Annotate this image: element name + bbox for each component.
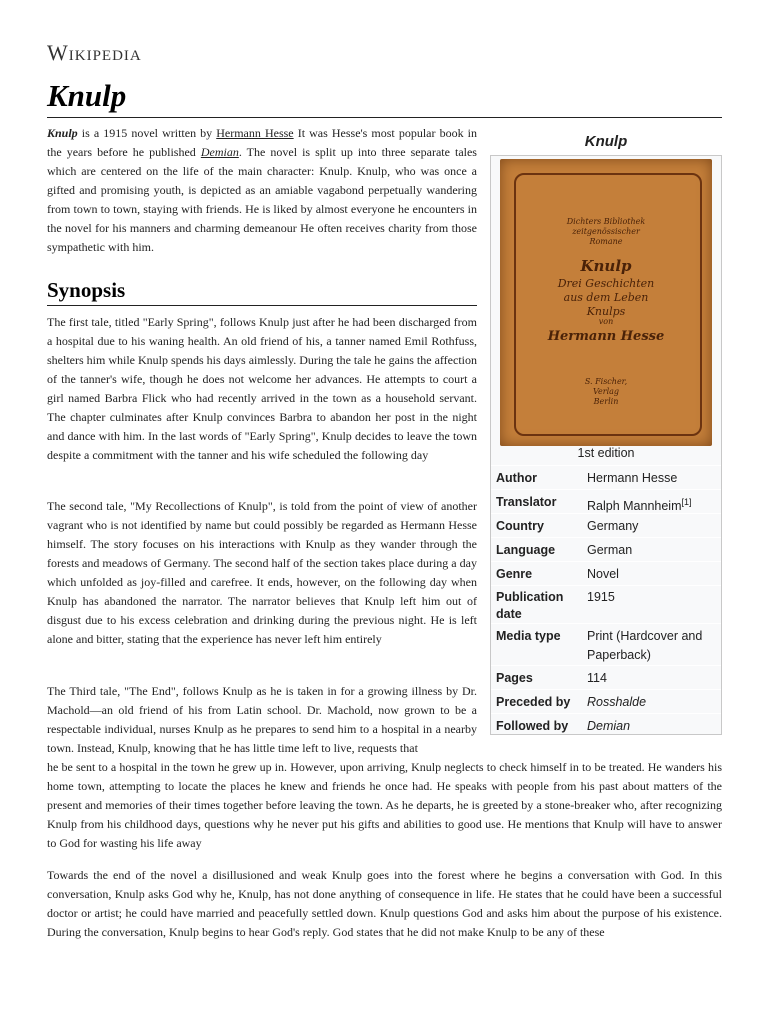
row-label: Author (496, 471, 537, 485)
cover-series: Dichters Bibliothek zeitgenössischer Romane (566, 217, 646, 246)
preceded-by-link[interactable]: Rosshalde (587, 695, 647, 709)
row-label: Pages (496, 671, 533, 685)
synopsis-heading: Synopsis (47, 278, 126, 302)
row-label: Media type (496, 629, 561, 643)
row-value: German (587, 543, 633, 557)
intro-paragraph (47, 124, 477, 257)
intro-text-2: It was Hesse's most popular book in the years before he published (47, 126, 477, 159)
infobox-row-genre (491, 561, 721, 586)
demian-link[interactable]: Demian (200, 145, 239, 159)
row-label: Preceded by (496, 695, 571, 709)
infobox-row-language (491, 537, 721, 562)
intro-text-3: . The novel is split up into three separate tales which are centered on the life of the main character: Knulp. Knulp, who was once a gifted and promising youth, is depicted as an amiable vagabond perpetually wandering from town to town, staying with friends. He is liked by almost everyone he encounters in the novel for his manners and charming demeanour He often receives charity from those sympathetic with him. (47, 145, 477, 254)
page-title: Knulp (47, 78, 127, 113)
cover-subtitle: Drei Geschichten aus dem Leben Knulps (557, 277, 655, 318)
infobox-row-preceded-by (491, 689, 721, 714)
cover-title: Knulp (580, 257, 632, 275)
infobox-row-translator (491, 489, 721, 514)
synopsis-paragraph-2: The second tale, "My Recollections of Knulp", is told from the point of view of another vagrant who is not identified by name but could possibly be regarded as Hermann Hesse himself. The story focuses on his interactions with Knulp as they wander through the forests and meadows of Germany. The second half of the section takes place during a day which unfolded as joy-filled and carefree. It ends, however, on the following day when Knulp has abandoned the narrator. The narrator believes that Knulp left him out of disgust due to his excess celebration and drinking during the previous night. He is left alone and bitter, stating that the experience has never left him entirely (47, 499, 477, 646)
author-value-link[interactable]: Hermann Hesse (587, 471, 678, 485)
cover-publisher: S. Fischer, Verlag Berlin (584, 377, 628, 406)
title-divider (47, 117, 722, 118)
intro-text-1: is a 1915 novel written by (77, 126, 217, 140)
synopsis-divider (47, 305, 477, 306)
synopsis-paragraph-3b: he be sent to a hospital in the town he grew up in. However, upon arriving, Knulp neglects to check himself in to be treated. He wanders his home town, attempting to locate the places he knew and friends he once had. He speaks with people from his past about matters of the present and memories of their times together before leaving the town. As he departs, he is greeted by a stone-breaker who, after recognizing Knulp from his childhood days, questions why he never put his gifts and abilities to good use. He mentions that Knulp will have to answer to God for wasting his life away (47, 760, 722, 850)
infobox-row-author (491, 465, 721, 490)
row-label: Genre (496, 567, 533, 581)
row-value: Print (Hardcover and Paperback) (587, 629, 703, 662)
row-label: Followed by (496, 719, 569, 733)
row-label: Language (496, 543, 556, 557)
row-label: Country (496, 519, 544, 533)
infobox-row-media-type (491, 623, 721, 666)
followed-by-link[interactable]: Demian (587, 719, 631, 733)
intro-bold-title: Knulp (47, 126, 78, 140)
row-value: 1915 (587, 590, 615, 604)
row-label: Translator (496, 495, 557, 509)
infobox-title: Knulp (584, 133, 628, 150)
synopsis-paragraph-1: The first tale, titled "Early Spring", follows Knulp just after he had been discharged from a hospital due to his waning health. An old friend of his, a tanner named Emil Rothfuss, shelters him while Knulp spends his days aimlessly. During the tale he gains the affection of the tanner's wife, though he does not welcome her advances. He attempts to court a girl named Barbra Flick who had recently arrived in the town as a household servant. The chapter culminates after Knulp convinces Barbra to abandon her post in the night and dance with him. In the last words of "Early Spring", Knulp decides to leave the town despite a commitment with the tanner and his wife scheduled the following day (47, 315, 477, 462)
row-value: Novel (587, 567, 619, 581)
row-value: Germany (587, 519, 639, 533)
row-label: Publication date (496, 590, 564, 621)
wikipedia-wordmark[interactable]: Wikipedia (47, 40, 142, 65)
infobox (490, 129, 722, 735)
infobox-row-pages (491, 665, 721, 690)
cover-caption: 1st edition (577, 446, 635, 460)
row-value: 114 (587, 671, 607, 685)
translator-value: Ralph Mannheim (587, 499, 682, 514)
infobox-row-country (491, 513, 721, 538)
author-link[interactable]: Hermann Hesse (216, 126, 294, 140)
cover-von: von (598, 317, 614, 326)
synopsis-paragraph-3a: The Third tale, "The End", follows Knulp as he is taken in for a growing illness by Dr. Machold—an old friend of his from Latin school. Dr. Machold, now grown to be a respectable individual, nurses Knulp as he prepares to send him to a hospital in a nearby town. Instead, Knulp, knowing that he has little time left to live, requests that (47, 684, 477, 755)
infobox-row-publication-date (491, 585, 721, 624)
cover-author: Hermann Hesse (547, 329, 665, 344)
infobox-row-followed-by (491, 713, 721, 736)
reference-link[interactable]: [1] (681, 497, 692, 507)
book-cover-image[interactable] (500, 159, 712, 446)
synopsis-paragraph-4: Towards the end of the novel a disillusioned and weak Knulp goes into the forest where he begins a conversation with God. In this conversation, Knulp asks God why he, Knulp, has not done anything of consequence in life. He states that he could have been a successful doctor or artist; he could have married and peacefully settled down. Knulp questions God and asks him about the purpose of his existence. During the conversation, Knulp begins to hear God's reply. God states that he did not make Knulp to be any of these (47, 868, 722, 939)
